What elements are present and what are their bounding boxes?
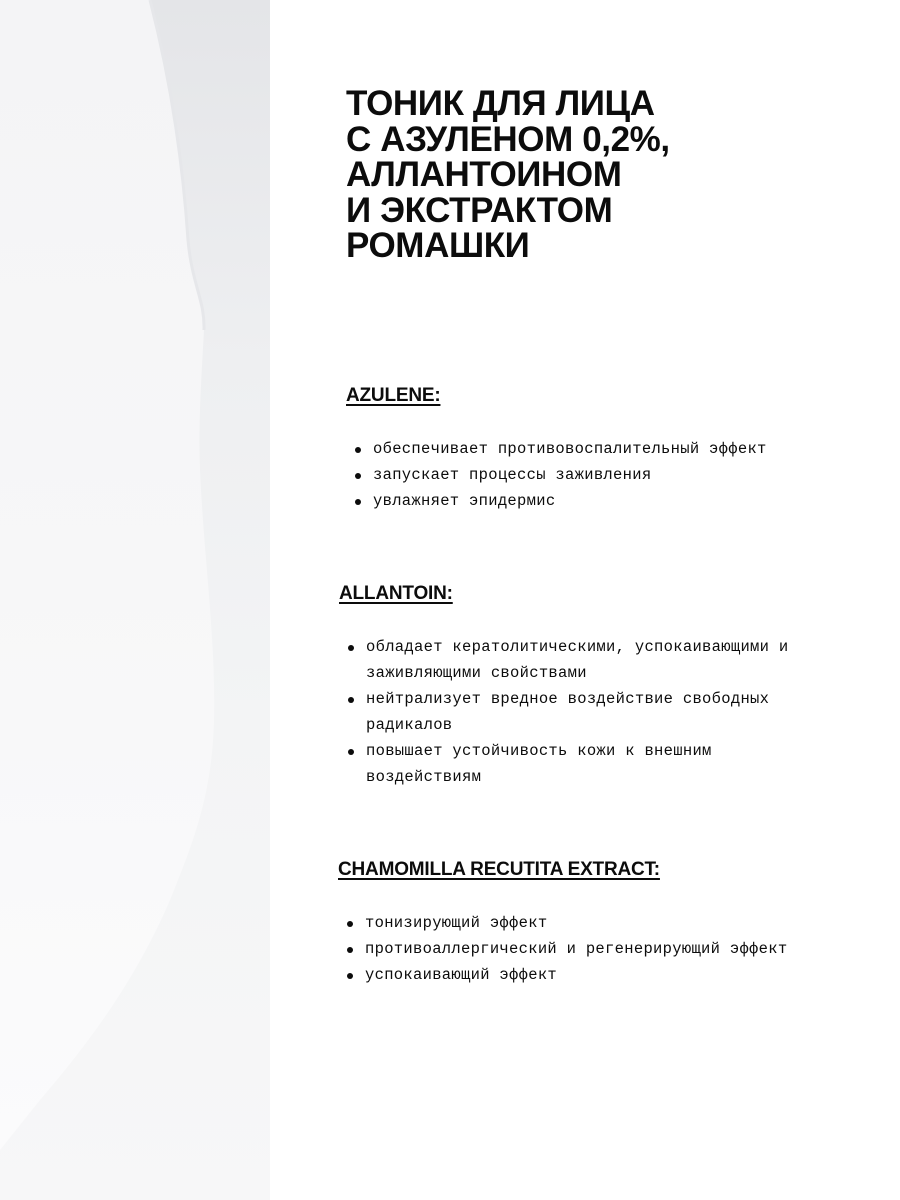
bullet-icon bbox=[348, 749, 354, 755]
bullet-icon bbox=[347, 921, 353, 927]
list-item: успокаивающий эффект bbox=[338, 962, 818, 988]
bullet-icon bbox=[355, 499, 361, 505]
azulene-section bbox=[346, 385, 816, 514]
allantoin-section bbox=[339, 583, 819, 790]
bullet-icon bbox=[355, 447, 361, 453]
azulene-list bbox=[346, 436, 816, 514]
list-item: нейтрализует вредное воздействие свободных радикалов bbox=[339, 686, 819, 738]
list-item: запускает процессы заживления bbox=[346, 462, 816, 488]
chamomilla-list bbox=[338, 910, 818, 988]
chamomilla-section bbox=[338, 859, 818, 988]
bullet-icon bbox=[347, 973, 353, 979]
bullet-icon bbox=[347, 947, 353, 953]
title-line: РОМАШКИ bbox=[346, 226, 530, 265]
title-line: С АЗУЛЕНОМ 0,2%, bbox=[346, 119, 670, 159]
list-item: обеспечивает противовоспалительный эффект bbox=[346, 436, 816, 462]
allantoin-heading: ALLANTOIN: bbox=[339, 583, 453, 604]
list-item: тонизирующий эффект bbox=[338, 910, 818, 936]
allantoin-list bbox=[339, 634, 819, 790]
bullet-icon bbox=[355, 473, 361, 479]
title-line: И ЭКСТРАКТОМ bbox=[346, 190, 613, 230]
side-photo-panel bbox=[0, 0, 270, 1200]
azulene-heading: AZULENE: bbox=[346, 385, 441, 406]
list-item: обладает кератолитическими, успокаивающими и заживляющими свойствами bbox=[339, 634, 819, 686]
list-item: увлажняет эпидермис bbox=[346, 488, 816, 514]
title-line: ТОНИК ДЛЯ ЛИЦА bbox=[346, 84, 655, 123]
bullet-icon bbox=[348, 645, 354, 651]
bullet-icon bbox=[348, 697, 354, 703]
face-silhouette-image bbox=[0, 0, 270, 1200]
list-item: повышает устойчивость кожи к внешним воздействиям bbox=[339, 738, 819, 790]
title-line: АЛЛАНТОИНОМ bbox=[346, 155, 622, 194]
chamomilla-heading: CHAMOMILLA RECUTITA EXTRACT: bbox=[338, 859, 660, 880]
page-title bbox=[346, 86, 866, 264]
list-item: противоаллергический и регенерирующий эффект bbox=[338, 936, 818, 962]
